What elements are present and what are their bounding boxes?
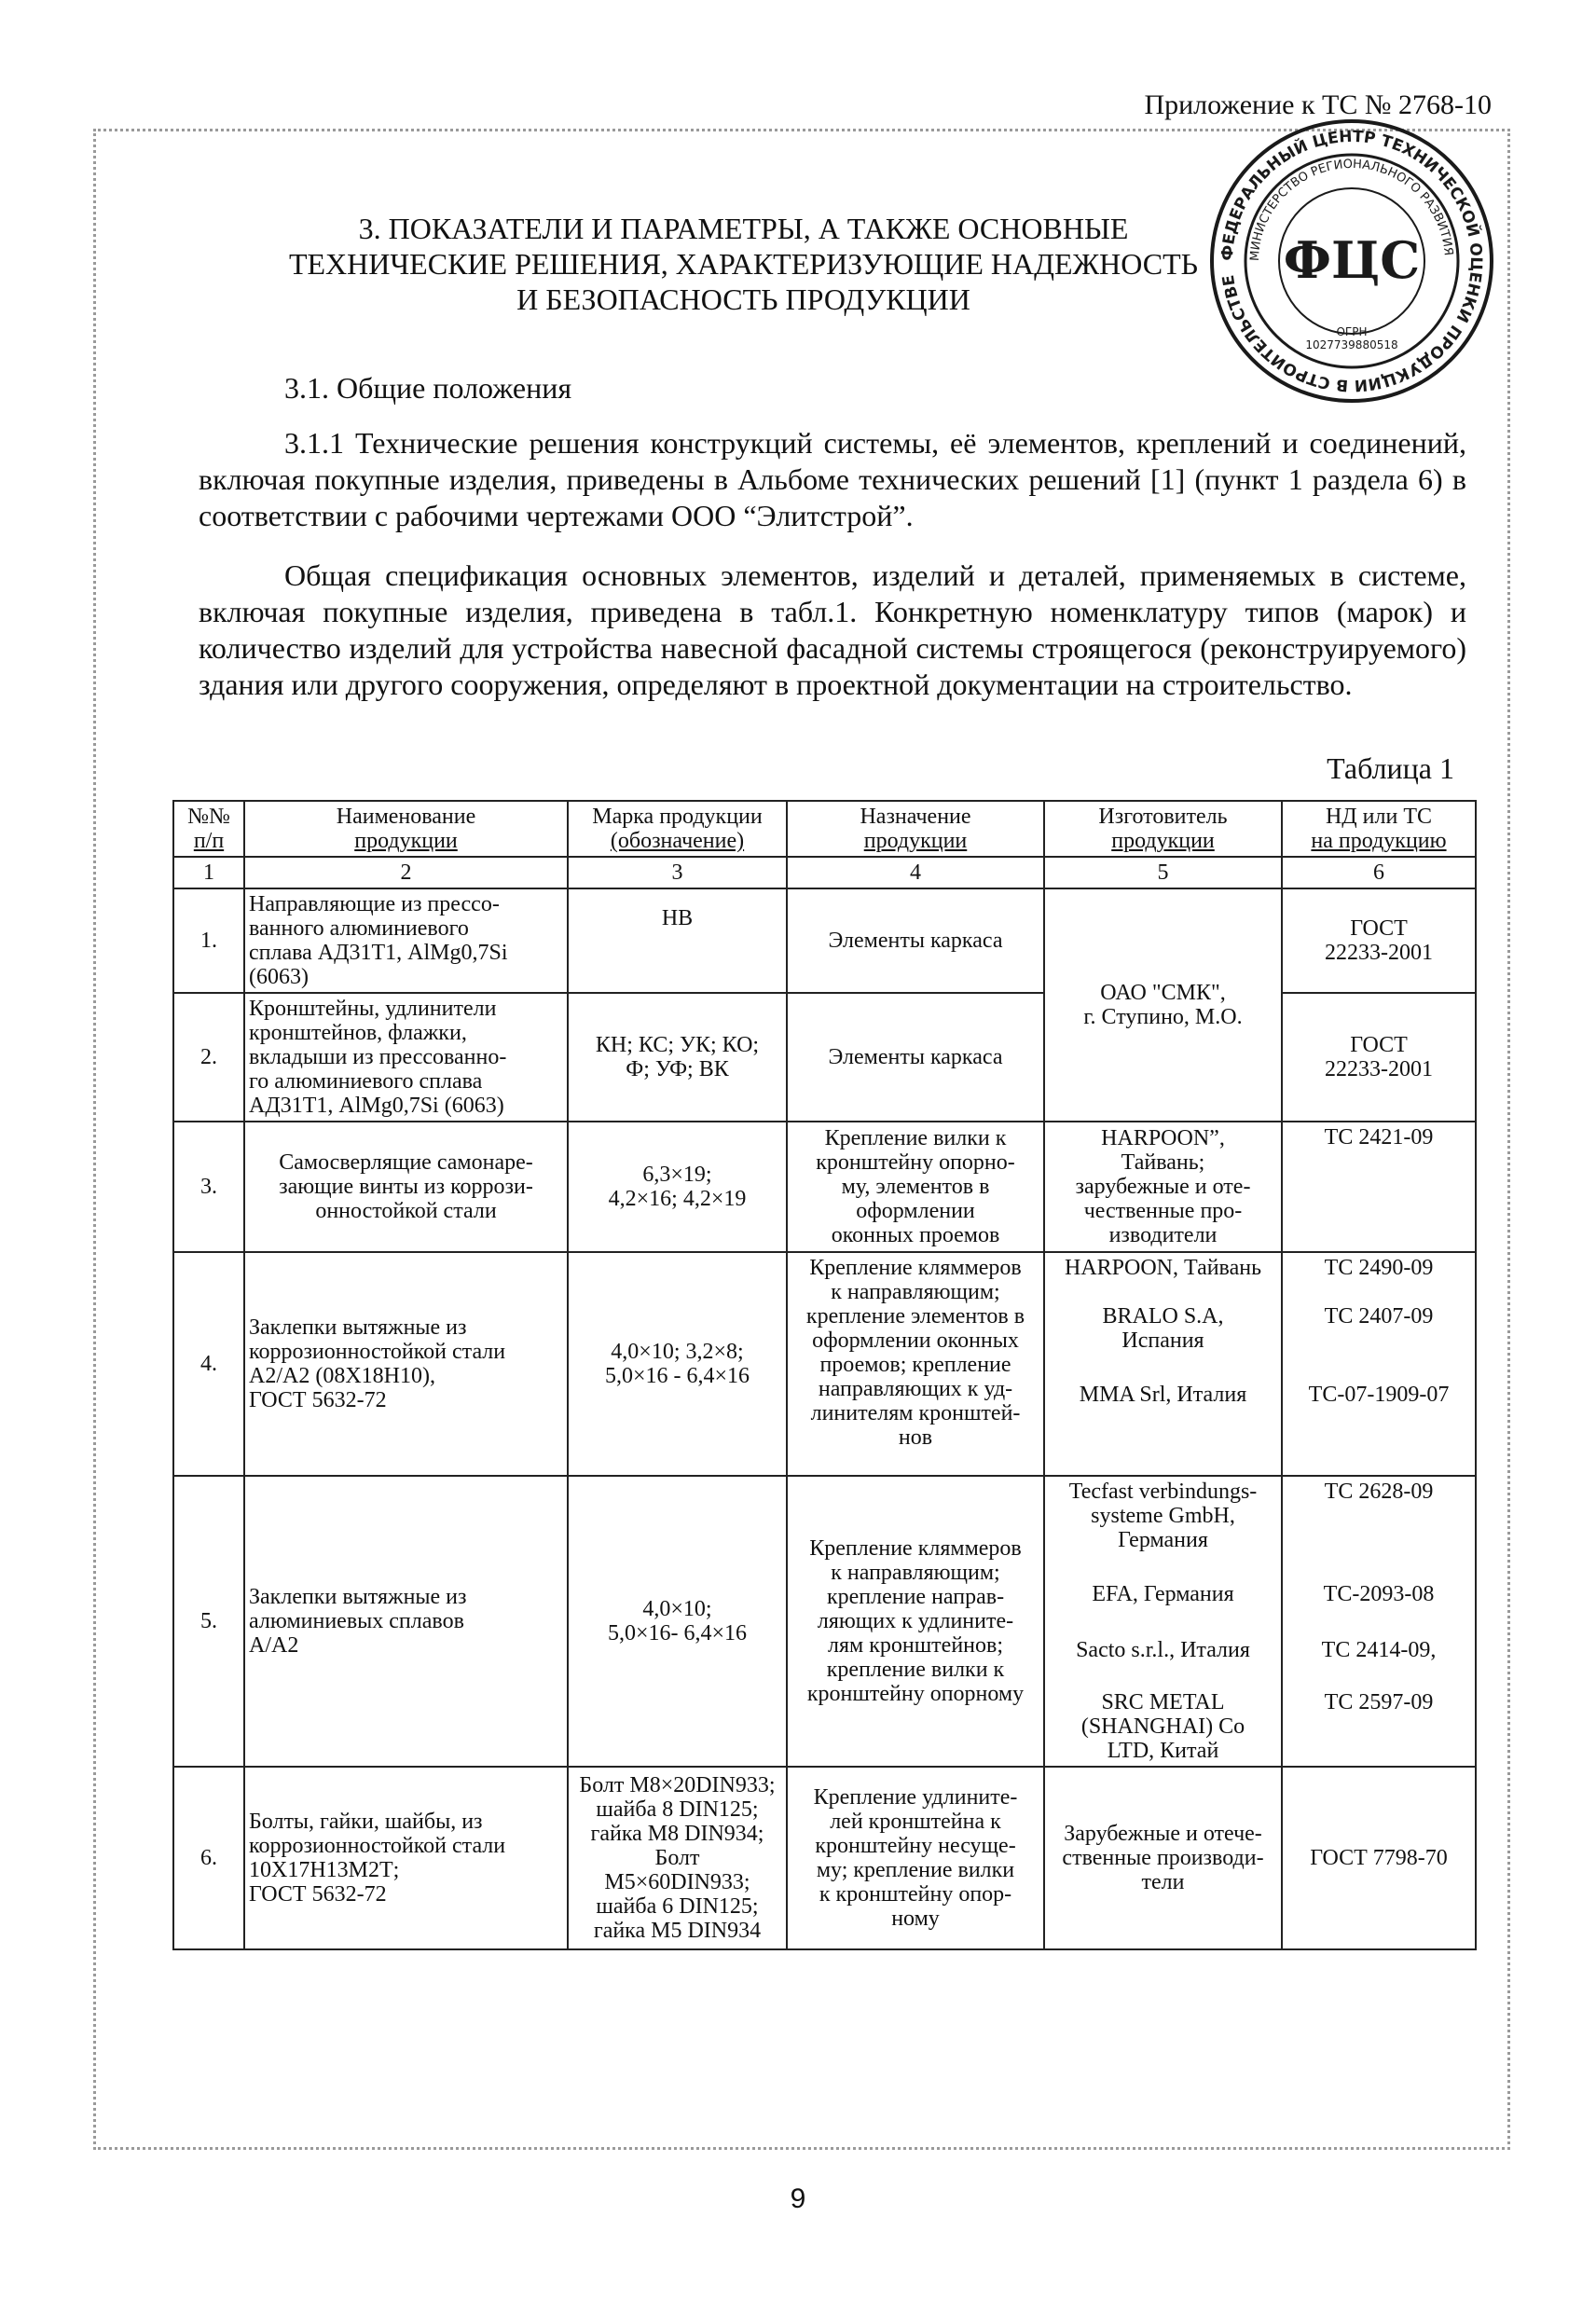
supplier-bralo: BRALO S.A, Испания	[1102, 1304, 1224, 1353]
product-nd: ТС 2628-09 ТС-2093-08 ТС 2414-09, ТС 2597-09	[1282, 1476, 1476, 1767]
product-name: Самосверлящие самонаре- зающие винты из коррози- онностойкой стали	[244, 1122, 568, 1252]
certification-stamp	[1204, 114, 1499, 408]
header-cell-number: №№ п/п	[173, 801, 244, 857]
row-number: 1.	[173, 888, 244, 993]
supplier-harpoon: HARPOON, Тайвань	[1064, 1256, 1262, 1280]
product-purpose: Крепление кляммеров к направляющим; крепление элементов в оформлении оконных проемов; крепление направляющих к уд- линителям кронштей- нов	[787, 1252, 1044, 1476]
section-title-line: ТЕХНИЧЕСКИЕ РЕШЕНИЯ, ХАРАКТЕРИЗУЮЩИЕ НАДЕЖНОСТЬ	[288, 247, 1199, 281]
column-number: 5	[1044, 857, 1282, 888]
product-name: Болты, гайки, шайбы, из коррозионностойкой стали 10Х17Н13М2Т; ГОСТ 5632-72	[244, 1767, 568, 1949]
product-nd: ГОСТ 22233-2001	[1282, 888, 1476, 993]
product-name: Заклепки вытяжные из коррозионностойкой стали A2/A2 (08Х18Н10), ГОСТ 5632-72	[244, 1252, 568, 1476]
section-title-line: И БЕЗОПАСНОСТЬ ПРОДУКЦИИ	[516, 282, 970, 316]
header-note: Приложение к ТС № 2768-10	[1144, 89, 1492, 120]
row-number: 5.	[173, 1476, 244, 1767]
table-row	[173, 1767, 1476, 1949]
stamp-ogrn-label: ОГРН	[1336, 325, 1368, 338]
supplier-sacto: Sacto s.r.l., Италия	[1076, 1638, 1250, 1662]
section-title-line: 3. ПОКАЗАТЕЛИ И ПАРАМЕТРЫ, А ТАКЖЕ ОСНОВНЫЕ	[358, 212, 1129, 245]
product-purpose: Крепление удлините- лей кронштейна к кронштейну несуще- му; крепление вилки к кронштейну опор- ному	[787, 1767, 1044, 1949]
product-name: Кронштейны, удлинители кронштейнов, флажки, вкладыши из прессованно- го алюминиевого сплава АД31Т1, AlMg0,7Si (6063)	[244, 993, 568, 1122]
product-maker: Зарубежные и отече- ственные производи- тели	[1044, 1767, 1282, 1949]
page-number: 9	[790, 2183, 806, 2214]
supplier-efa: EFA, Германия	[1092, 1582, 1234, 1606]
product-mark: 6,3×19; 4,2×16; 4,2×19	[568, 1122, 787, 1252]
row-number: 4.	[173, 1252, 244, 1476]
column-number: 1	[173, 857, 244, 888]
supplier-src-metal: SRC METAL (SHANGHAI) Co LTD, Китай	[1080, 1690, 1245, 1763]
product-purpose: Крепление кляммеров к направляющим; крепление направ- ляющих к удлините- лям кронштейнов; крепление вилки к кронштейну опорному	[787, 1476, 1044, 1767]
table-row	[173, 1252, 1476, 1476]
product-mark: НВ	[568, 888, 787, 993]
column-number: 4	[787, 857, 1044, 888]
product-mark: 4,0×10; 5,0×16- 6,4×16	[568, 1476, 787, 1767]
paragraph-technical-solutions: 3.1.1 Технические решения конструкций системы, её элементов, креплений и соединений, включая покупные изделия, приведены в Альбоме технических решений [1] (пункт 1 раздела 6) в соответствии с рабочими чертежами ООО “Элитстрой”.	[199, 426, 1466, 532]
table-row	[173, 888, 1476, 993]
product-nd: ТС 2490-09 ТС 2407-09 ТС-07-1909-07	[1282, 1252, 1476, 1476]
header-cell-nd: НД или ТС на продукцию	[1282, 801, 1476, 857]
header-cell-maker: Изготовитель продукции	[1044, 801, 1282, 857]
header-cell-mark: Марка продукции (обозначение)	[568, 801, 787, 857]
product-mark: КН; КС; УК; КО; Ф; УФ; ВК	[568, 993, 787, 1122]
table-header-row	[173, 801, 1476, 857]
product-maker	[1044, 1252, 1282, 1476]
product-mark: 4,0×10; 3,2×8; 5,0×16 - 6,4×16	[568, 1252, 787, 1476]
section-title	[200, 211, 1286, 317]
product-purpose: Элементы каркаса	[787, 888, 1044, 993]
product-maker: ОАО "СМК", г. Ступино, М.О.	[1044, 888, 1282, 1122]
row-number: 2.	[173, 993, 244, 1122]
row-number: 6.	[173, 1767, 244, 1949]
stamp-ring-text: ФЕДЕРАЛЬНЫЙ ЦЕНТР ТЕХНИЧЕСКОЙ ОЦЕНКИ ПРОДУКЦИИ В СТРОИТЕЛЬСТВЕ	[1218, 127, 1486, 395]
stamp-inner-text: МИНИСТЕРСТВО РЕГИОНАЛЬНОГО РАЗВИТИЯ	[1247, 157, 1455, 262]
product-nd: ТС 2421-09	[1282, 1122, 1476, 1252]
product-purpose: Крепление вилки к кронштейну опорно- му, элементов в оформлении оконных проемов	[787, 1122, 1044, 1252]
product-name: Направляющие из прессо- ванного алюминиевого сплава АД31Т1, AlMg0,7Si (6063)	[244, 888, 568, 993]
table-caption: Таблица 1	[1327, 751, 1454, 785]
row-number: 3.	[173, 1122, 244, 1252]
product-mark: Болт M8×20DIN933; шайба 8 DIN125; гайка M8 DIN934; Болт M5×60DIN933; шайба 6 DIN125; гайка M5 DIN934	[568, 1767, 787, 1949]
product-maker	[1044, 1476, 1282, 1767]
table-row	[173, 1476, 1476, 1767]
paragraph-specification: Общая спецификация основных элементов, изделий и деталей, применяемых в системе, включая покупные изделия, приведена в табл.1. Конкретную номенклатуру типов (марок) и количество изделий для устройства навесной фасадной системы строящегося (реконструируемого) здания или другого сооружения, определяют в проектной документации на строительство.	[199, 558, 1466, 701]
column-number: 6	[1282, 857, 1476, 888]
product-purpose: Элементы каркаса	[787, 993, 1044, 1122]
table-row	[173, 1122, 1476, 1252]
column-number-row	[173, 857, 1476, 888]
header-cell-name: Наименование продукции	[244, 801, 568, 857]
stamp-center-text: ФЦС	[1283, 230, 1421, 290]
stamp-code: 1027739880518	[1305, 338, 1398, 351]
supplier-mma: MMA Srl, Италия	[1079, 1383, 1247, 1407]
subsection-heading: 3.1. Общие положения	[284, 371, 572, 405]
product-name: Заклепки вытяжные из алюминиевых сплавов A/A2	[244, 1476, 568, 1767]
supplier-tecfast: Tecfast verbindungs- systeme GmbH, Германия	[1068, 1480, 1258, 1552]
column-number: 2	[244, 857, 568, 888]
specification-table	[172, 800, 1477, 1950]
column-number: 3	[568, 857, 787, 888]
product-maker: HARPOON”, Тайвань; зарубежные и оте- чественные про- изводители	[1044, 1122, 1282, 1252]
header-cell-purpose: Назначение продукции	[787, 801, 1044, 857]
product-nd: ГОСТ 7798-70	[1282, 1767, 1476, 1949]
product-nd: ГОСТ 22233-2001	[1282, 993, 1476, 1122]
